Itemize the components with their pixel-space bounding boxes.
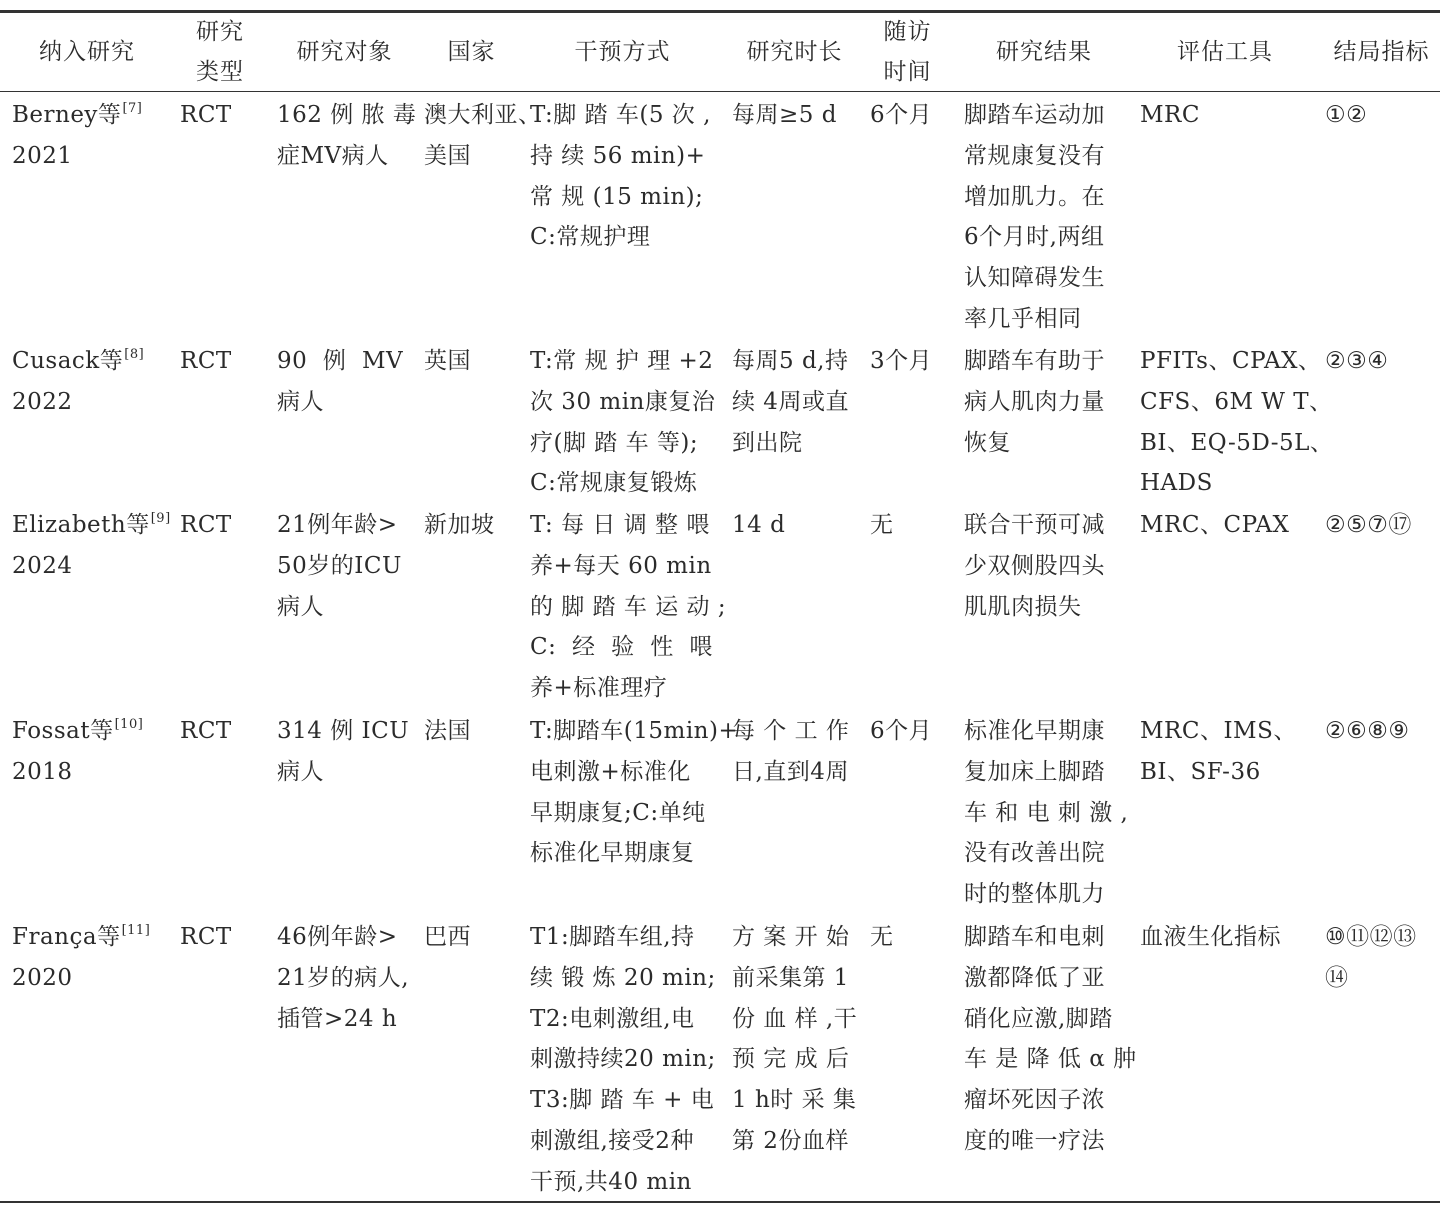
type-cell: RCT: [180, 924, 232, 950]
study-year: 2018: [12, 758, 73, 785]
cell-line: 养+每天 60 min: [530, 552, 712, 579]
country-cell: [424, 341, 471, 382]
table-bottom-rule: [0, 1201, 1440, 1203]
study-line: [12, 505, 171, 546]
cell-line: 电刺激+标准化: [530, 758, 691, 785]
cell-line: 美国: [424, 142, 471, 169]
outcomes-cell: [1325, 711, 1409, 752]
header-outcomes: [1325, 32, 1438, 72]
result-cell: [964, 95, 1105, 340]
cell-line: 激都降低了亚: [964, 964, 1105, 991]
cell-line: ②⑤⑦⑰: [1325, 512, 1412, 538]
study-name: Cusack等: [12, 348, 124, 374]
cell-line: 续 4周或直: [732, 388, 849, 415]
study-line: [12, 711, 143, 752]
cell-line: 脚踏车和电刺: [964, 924, 1105, 950]
reference-number[interactable]: [8]: [124, 347, 145, 362]
cell-line: MRC、CPAX: [1140, 512, 1290, 538]
header-line: 类型: [196, 59, 244, 85]
duration-cell: [732, 711, 849, 793]
cell-line: 日,直到4周: [732, 758, 849, 785]
cell-line: 314 例 ICU: [277, 718, 410, 744]
cell-line: 1 h时 采 集: [732, 1087, 857, 1114]
followup-cell: [870, 711, 932, 752]
cell-line: 标准化早期康: [964, 718, 1105, 744]
type-cell: RCT: [180, 348, 232, 374]
tools-cell: [1140, 505, 1289, 546]
header-line: 研究结果: [996, 39, 1092, 65]
type-cell: RCT: [180, 512, 232, 538]
cell-line: ⑭: [1325, 964, 1349, 991]
cell-line: 病人肌肉力量: [964, 388, 1105, 415]
header-line: 研究: [196, 19, 244, 45]
cell-line: ②③④: [1325, 348, 1389, 374]
study-name: Berney等: [12, 102, 122, 128]
header-duration: [732, 32, 857, 72]
cell-line: T1:脚踏车组,持: [530, 924, 695, 950]
followup-cell: [870, 95, 932, 136]
outcomes-cell: [1325, 917, 1417, 999]
cell-line: 无: [870, 512, 894, 538]
cell-line: 没有改善出院: [964, 840, 1105, 867]
header-line: 结局指标: [1333, 39, 1430, 65]
cell-line: 病人: [277, 593, 324, 620]
cell-line: 每周5 d,持: [732, 348, 849, 374]
cell-line: MRC: [1140, 102, 1200, 128]
cell-line: 次 30 min康复治: [530, 388, 716, 415]
cell-line: 车 和 电 刺 激 ,: [964, 799, 1129, 826]
cell-line: 新加坡: [424, 512, 495, 538]
intervention-cell: [530, 711, 738, 874]
cell-line: T:常 规 护 理 +2: [530, 348, 714, 374]
cell-line: 脚踏车运动加: [964, 102, 1105, 128]
duration-cell: [732, 917, 857, 1162]
study-year: 2024: [12, 552, 73, 579]
cell-line: 脚踏车有助于: [964, 348, 1105, 374]
header-line: 评估工具: [1177, 39, 1273, 65]
study-name: Fossat等: [12, 718, 114, 744]
cell-line: ②⑥⑧⑨: [1325, 718, 1410, 744]
subject-cell: [277, 95, 416, 177]
duration-cell: [732, 341, 849, 463]
cell-line: 时的整体肌力: [964, 881, 1105, 908]
followup-cell: [870, 341, 932, 382]
cell-line: 21岁的病人,: [277, 964, 410, 991]
cell-line: 到出院: [732, 429, 803, 456]
duration-cell: [732, 95, 837, 136]
study-line: [12, 95, 142, 136]
study-line: [12, 341, 144, 382]
cell-line: ①②: [1325, 102, 1368, 128]
cell-line: 英国: [424, 348, 471, 374]
cell-line: 方 案 开 始: [732, 924, 850, 950]
cell-line: 病人: [277, 388, 324, 415]
outcomes-cell: [1325, 341, 1388, 382]
cell-line: 常 规 (15 min);: [530, 183, 704, 210]
study-year: 2022: [12, 388, 73, 415]
cell-line: T3:脚 踏 车 + 电: [530, 1087, 715, 1114]
tools-cell: [1140, 95, 1200, 136]
cell-line: 常规康复没有: [964, 142, 1105, 169]
subject-cell: [277, 711, 409, 793]
country-cell: [424, 711, 471, 752]
cell-line: 少双侧股四头: [964, 552, 1105, 579]
outcomes-cell: [1325, 95, 1367, 136]
cell-line: 澳大利亚、: [424, 102, 542, 128]
subject-cell: [277, 917, 409, 1039]
cell-line: 50岁的ICU: [277, 552, 402, 579]
study-year: 2020: [12, 964, 73, 991]
cell-line: 增加肌力。在: [964, 183, 1105, 210]
cell-line: T2:电刺激组,电: [530, 1005, 695, 1032]
cell-line: 疗(脚 踏 车 等);: [530, 429, 699, 456]
study-year: 2021: [12, 142, 73, 169]
cell-line: 预 完 成 后: [732, 1046, 850, 1073]
header-line: 随访: [883, 19, 932, 45]
cell-line: 复加床上脚踏: [964, 758, 1105, 785]
cell-line: 血液生化指标: [1140, 924, 1281, 950]
cell-line: 6个月: [870, 718, 933, 744]
header-subject: [277, 32, 412, 72]
cell-line: 刺激持续20 min;: [530, 1046, 716, 1073]
intervention-cell: [530, 917, 716, 1203]
cell-line: 养+标准理疗: [530, 675, 668, 702]
tools-cell: [1140, 711, 1297, 793]
cell-line: 21例年龄>: [277, 512, 398, 538]
cell-line: 前采集第 1: [732, 964, 849, 991]
cell-line: C: 经 验 性 喂: [530, 634, 713, 661]
cell-line: 车 是 降 低 α 肿: [964, 1046, 1137, 1073]
study-cell: [12, 505, 171, 587]
header-type: [180, 12, 260, 92]
cell-line: HADS: [1140, 470, 1213, 497]
cell-line: 无: [870, 924, 894, 950]
cell-line: 法国: [424, 718, 471, 744]
cell-line: 巴西: [424, 924, 471, 950]
cell-line: 度的唯一疗法: [964, 1127, 1105, 1154]
study-name: Elizabeth等: [12, 512, 150, 538]
cell-line: 恢复: [964, 429, 1011, 456]
cell-line: 肌肌肉损失: [964, 593, 1082, 620]
cell-line: 的 脚 踏 车 运 动 ;: [530, 593, 727, 620]
result-cell: [964, 711, 1128, 915]
reference-number[interactable]: [9]: [150, 511, 171, 526]
reference-number[interactable]: [10]: [114, 717, 144, 732]
cell-line: 6个月时,两组: [964, 224, 1105, 251]
intervention-cell: [530, 95, 711, 258]
cell-line: 联合干预可减: [964, 512, 1105, 538]
header-line: 纳入研究: [39, 39, 135, 65]
cell-line: 份 血 样 ,干: [732, 1005, 858, 1032]
cell-line: 率几乎相同: [964, 305, 1082, 332]
duration-cell: [732, 505, 785, 546]
reference-number[interactable]: [7]: [122, 101, 143, 116]
header-line: 研究对象: [296, 39, 393, 65]
cell-line: 46例年龄>: [277, 924, 398, 950]
cell-line: 硝化应激,脚踏: [964, 1005, 1113, 1032]
cell-line: 90 例 MV: [277, 348, 404, 374]
cell-line: T: 每 日 调 整 喂: [530, 512, 710, 538]
intervention-cell: [530, 505, 726, 709]
header-line: 国家: [447, 39, 496, 65]
cell-line: 6个月: [870, 102, 933, 128]
cell-line: 早期康复;C:单纯: [530, 799, 706, 826]
followup-cell: [870, 505, 894, 546]
cell-line: 瘤坏死因子浓: [964, 1087, 1105, 1114]
cell-line: 插管>24 h: [277, 1005, 398, 1032]
result-cell: [964, 505, 1105, 627]
tools-cell: [1140, 341, 1333, 504]
cell-line: 每 个 工 作: [732, 718, 850, 744]
subject-cell: [277, 505, 402, 627]
cell-line: 每周≥5 d: [732, 102, 837, 128]
followup-cell: [870, 917, 894, 958]
study-cell: [12, 95, 142, 177]
study-cell: [12, 917, 150, 999]
subject-cell: [277, 341, 403, 423]
tools-cell: [1140, 917, 1281, 958]
cell-line: BI、SF-36: [1140, 758, 1261, 785]
cell-line: 持 续 56 min)+: [530, 142, 706, 169]
cell-line: 3个月: [870, 348, 933, 374]
header-study: [12, 32, 162, 72]
header-tools: [1140, 32, 1310, 72]
cell-line: ⑩⑪⑫⑬: [1325, 924, 1417, 950]
cell-line: T:脚 踏 车(5 次 ,: [530, 102, 711, 128]
cell-line: 14 d: [732, 512, 786, 538]
cell-line: 病人: [277, 758, 324, 785]
header-result: [964, 32, 1124, 72]
header-line: 干预方式: [574, 39, 671, 65]
cell-line: 标准化早期康复: [530, 840, 695, 867]
cell-line: C:常规护理: [530, 224, 651, 251]
header-intervention: [530, 32, 715, 72]
study-line: [12, 917, 150, 958]
result-cell: [964, 341, 1105, 463]
header-followup: [870, 12, 945, 92]
cell-line: 认知障碍发生: [964, 265, 1105, 292]
study-cell: [12, 341, 144, 423]
header-line: 时间: [883, 59, 932, 85]
header-line: 研究时长: [746, 39, 843, 65]
country-cell: [424, 95, 542, 177]
outcomes-cell: [1325, 505, 1412, 546]
study-name: França等: [12, 924, 121, 950]
country-cell: [424, 505, 495, 546]
study-cell: [12, 711, 143, 793]
cell-line: 第 2份血样: [732, 1127, 849, 1154]
country-cell: [424, 917, 471, 958]
cell-line: PFITs、CPAX、: [1140, 348, 1322, 374]
cell-line: 症MV病人: [277, 142, 389, 169]
cell-line: MRC、IMS、: [1140, 718, 1297, 744]
cell-line: 续 锻 炼 20 min;: [530, 964, 716, 991]
cell-line: BI、EQ-5D-5L、: [1140, 429, 1334, 456]
type-cell: RCT: [180, 102, 232, 128]
cell-line: 干预,共40 min: [530, 1168, 692, 1195]
cell-line: C:常规康复锻炼: [530, 470, 698, 497]
type-cell: RCT: [180, 718, 232, 744]
reference-number[interactable]: [11]: [121, 923, 151, 938]
cell-line: 刺激组,接受2种: [530, 1127, 694, 1154]
intervention-cell: [530, 341, 715, 504]
cell-line: CFS、6M W T、: [1140, 388, 1333, 415]
header-country: [424, 32, 519, 72]
cell-line: 162 例 脓 毒: [277, 102, 417, 128]
result-cell: [964, 917, 1137, 1162]
cell-line: T:脚踏车(15min)+: [530, 718, 739, 744]
